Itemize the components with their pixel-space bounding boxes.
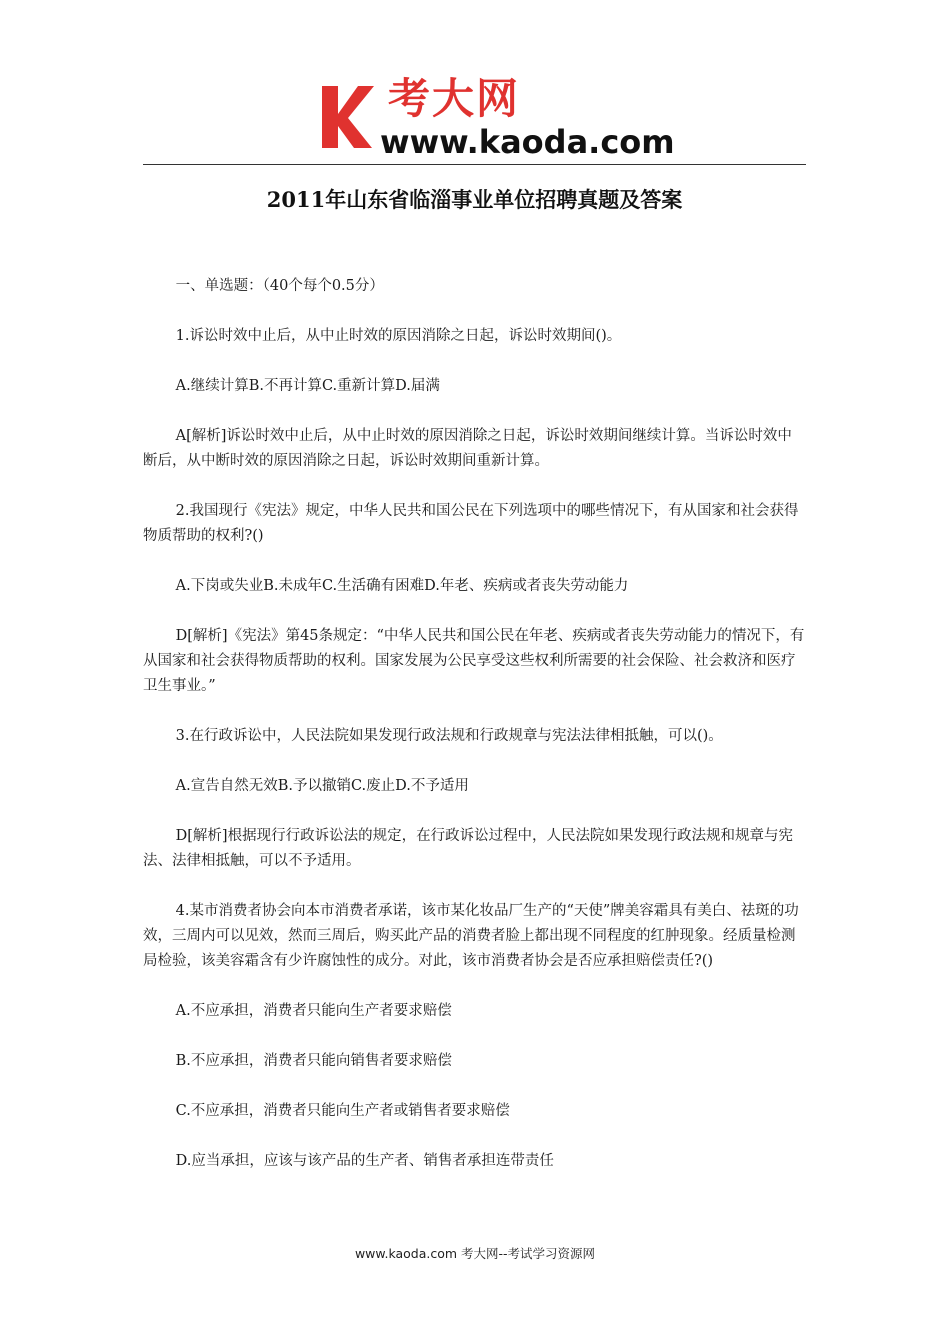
question-1-answer: A[解析]诉讼时效中止后，从中止时效的原因消除之日起，诉讼时效期间继续计算。当诉讼时效中断后，从中断时效的原因消除之日起，诉讼时效期间重新计算。 [143,428,792,469]
question-3: 3.在行政诉讼中，人民法院如果发现行政法规和行政规章与宪法法律相抵触，可以()。 [175,728,723,744]
logo-name: 考大网 [388,74,521,123]
logo-url[interactable]: www.kaoda.com [380,123,675,161]
page-footer: www.kaoda.com 考大网--考试学习资源网 [354,1246,596,1261]
header-divider [143,164,806,165]
page-header [0,74,950,164]
question-3-answer: D[解析]根据现行行政诉讼法的规定，在行政诉讼过程中，人民法院如果发现行政法规和规章与宪法、法律相抵触，可以不予适用。 [143,828,794,869]
question-3-options: A.宣告自然无效B.予以撤销C.废止D.不予适用 [175,778,469,794]
document-body [143,274,806,1199]
question-4-option-b: B.不应承担，消费者只能向销售者要求赔偿 [175,1053,452,1069]
question-4-option-c: C.不应承担，消费者只能向生产者或销售者要求赔偿 [175,1103,510,1119]
question-2-options: A.下岗或失业B.未成年C.生活确有困难D.年老、疾病或者丧失劳动能力 [175,578,629,594]
question-1-options: A.继续计算B.不再计算C.重新计算D.届满 [175,378,440,394]
question-4: 4.某市消费者协会向本市消费者承诺，该市某化妆品厂生产的“天使”牌美容霜具有美白、祛斑的功效，三周内可以见效，然而三周后，购买此产品的消费者脸上都出现不同程度的红肿现象。经质量检测局检验，该美容霜含有少许腐蚀性的成分。对此，该市消费者协会是否应承担赔偿责任?() [143,903,799,969]
question-2-answer: D[解析]《宪法》第45条规定：“中华人民共和国公民在年老、疾病或者丧失劳动能力的情况下，有从国家和社会获得物质帮助的权利。国家发展为公民享受这些权利所需要的社会保险、社会救济和医疗卫生事业。” [143,628,805,694]
page-title: 2011年山东省临淄事业单位招聘真题及答案 [266,187,683,212]
section-heading: 一、单选题：（40个每个0.5分） [175,278,384,294]
k-logo-icon [318,82,376,152]
question-4-option-d: D.应当承担，应该与该产品的生产者、销售者承担连带责任 [175,1153,554,1169]
question-1: 1.诉讼时效中止后，从中止时效的原因消除之日起，诉讼时效期间()。 [175,328,622,344]
question-2: 2.我国现行《宪法》规定，中华人民共和国公民在下列选项中的哪些情况下，有从国家和社会获得物质帮助的权利?() [143,503,799,544]
question-4-option-a: A.不应承担，消费者只能向生产者要求赔偿 [175,1003,452,1019]
